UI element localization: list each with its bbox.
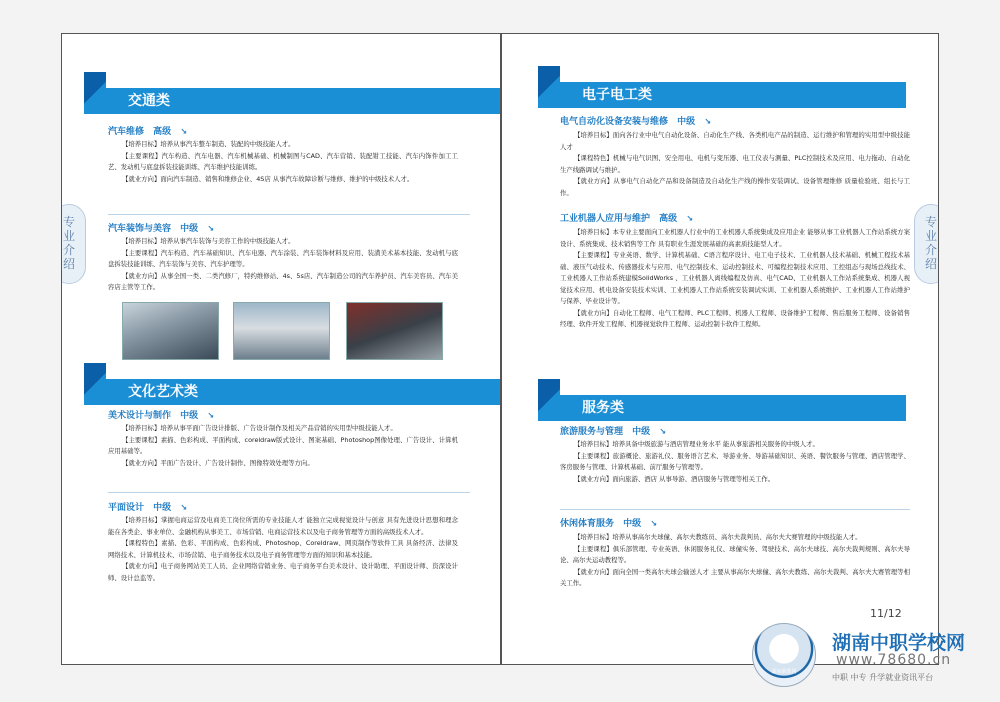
program-title-art-design: 美术设计与制作 中级 ↘	[108, 411, 215, 421]
arrow-icon: ↘	[180, 503, 188, 512]
arrow-icon: ↘	[686, 214, 694, 223]
divider	[108, 492, 470, 493]
car-assembly-photo	[233, 302, 330, 360]
program-desc-industrial-robot: 【培养目标】本专业主要面向工业机器人行业中的工业机器人系统集成及应用企业 能够从事工业机器人工作站系统方案设计、系统集成、技术销售等工作 具有职业生涯发展基础的高素质技能型人才。 【主要课程】专业英语、数学、计算机基础、C语言程序设计、电工电子技术、工业机器人技术基础、机械工程技术基础、液压气动技术、传感器技术与应用、电气控制技术、运动控制技术、可编程控制技术应用、工控组态与现场总线技术、工业机器人工作站系统建模SolidWorks 、工业机器人离线编程及仿真、电气CAD、工业机器人工作站系统集成、机器人视觉技术应用、机电设备安装技术实训、工业机器人工作站系统安装调试实训、工业机器人系统维护、工业机器人工作站维护与保养、毕业设计等。 【就业方向】自动化工程师、电气工程师、PLC工程师、机器人工程师、设备维护工程师、售后服务工程师、设备销售经理、软件开发工程师、机器视觉软件工程师、运动控制卡软件工程师。	[560, 228, 910, 328]
arrow-icon: ↘	[704, 117, 712, 126]
banner-corner-icon	[538, 379, 560, 421]
program-desc-tourism: 【培养目标】培养具备中级旅游与酒店管理业务水平 能从事旅游相关服务的中级人才。 【主要课程】旅游概论、旅游礼仪、服务语言艺术、导游业务、导游基础知识、英语、餐饮服务与管理、酒店管理学、客房服务与管理、计算机基础、前厅服务与管理等。 【就业方向】面向旅游、酒店 从事导游、酒店服务与管理等相关工作。	[560, 440, 910, 483]
section-title: 电子电工类	[582, 87, 652, 103]
section-banner-transport	[84, 88, 500, 114]
program-title-tourism: 旅游服务与管理 中级 ↘	[560, 427, 667, 437]
section-title: 交通类	[128, 93, 170, 109]
site-slogan: 中职 中专 升学就业资讯平台	[832, 673, 934, 682]
arrow-icon: ↘	[207, 224, 215, 233]
section-banner-culture-art	[84, 379, 500, 405]
program-desc-electrical-automation: 【培养目标】面向各行业中电气自动化设备、自动化生产线、各类机电产品的制造、运行维护和管理的实用型中级技能人才 【课程特色】机械与电气识图、安全用电、电机与变压器、电工仪表与测量、PLC控制技术及应用、电力拖动、自动化生产线路调试与维护。 【就业方向】从事电气自动化产品和设备制造及自动化生产线的操作安装调试、设备管理维修 质量检验班、组长与工作。	[560, 131, 910, 197]
section-banner-service	[538, 395, 906, 421]
banner-corner-icon	[538, 66, 560, 108]
page-number: 11/12	[870, 607, 902, 620]
side-tab-label: 专 业 介 绍	[62, 215, 75, 271]
section-title: 服务类	[582, 400, 624, 416]
banner-corner-icon	[84, 363, 106, 405]
section-banner-electrical	[538, 82, 906, 108]
side-tab-label: 专 业 介 绍	[924, 215, 937, 271]
program-desc-auto-repair: 【培养目标】培养从事汽车整车制造、装配的中级技能人才。 【主要课程】汽车构造、汽车电器、汽车机械基础、机械制图与CAD、汽车营销、装配钳工技能、汽车内饰件加工工艺、发动机与底盘拆装技能训练、汽车维护技能训练。 【就业方向】面向汽车制造、销售和维修企业、4S店 从事汽车故障诊断与维修、维护的中级技术人才。	[108, 140, 458, 183]
program-title-leisure-sports: 休闲体育服务 中级 ↘	[560, 519, 658, 529]
program-title-electrical-automation: 电气自动化设备安装与维修 中级 ↘	[560, 117, 712, 127]
program-desc-graphic-design: 【培养目标】掌握电商运营及电商美工岗位所需的专业技能人才 能独立完成视觉设计与创意 具有先进设计思想和理念 能在各类企、事业单位、金融机构从事美工、市场营销、电商运营技术以及电子商务管理等方面的高级技术人才。 【课程特色】素描、色彩、平面构成、色彩构成、Photoshop、Coreldraw、网页制作等软件工具 具备经济、法律及网络技术、计算机技术、市场营销、电子商务技术以及电子商务管理等方面的知识和基本技能。 【就业方向】电子商务网站美工人员、企业网络营销业务、电子商务平台美术设计、设计助理、平面设计师、资深设计师、设计总监等。	[108, 516, 458, 582]
site-logo-badge	[752, 623, 816, 687]
car-workshop-photo	[122, 302, 219, 360]
arrow-icon: ↘	[650, 519, 658, 528]
divider	[560, 509, 910, 510]
side-tab-right	[914, 204, 939, 284]
side-tab-left	[61, 204, 86, 284]
banner-corner-icon	[84, 72, 106, 114]
section-title: 文化艺术类	[128, 384, 198, 400]
arrow-icon: ↘	[207, 411, 215, 420]
program-title-auto-repair: 汽车维修 高级 ↘	[108, 127, 188, 137]
arrow-icon: ↘	[180, 127, 188, 136]
site-name: 湖南中职学校网	[832, 632, 966, 654]
arrow-icon: ↘	[659, 427, 667, 436]
divider	[108, 214, 470, 215]
program-desc-art-design: 【培养目标】培养从事平面广告设计排版、广告设计制作及相关产品营销的实用型中级技能人才。 【主要课程】素描、色彩构成、平面构成、coreldraw版式设计、图案基础、Photoshop图像处理、广告设计、计算机应用基础等。 【就业方向】平面广告设计、广告设计制作、图像特效处理等方向。	[108, 424, 458, 467]
program-desc-auto-decoration: 【培养目标】培养从事汽车装饰与美容工作的中级技能人才。 【主要课程】汽车构造、汽车基础知识、汽车电器、汽车涂装、汽车装饰材料及应用、装潢美术基本技能、发动机与底盘拆装技能训练、汽车装饰与美容、汽车护理等。 【就业方向】从事全国一类、二类汽修厂，特约维修站、4s、5s店、汽车制造公司的汽车养护员、汽车美容员、汽车美容店主管等工作。	[108, 237, 458, 291]
program-title-industrial-robot: 工业机器人应用与维护 高级 ↘	[560, 214, 694, 224]
program-title-auto-decoration: 汽车装饰与美容 中级 ↘	[108, 224, 215, 234]
site-url[interactable]: www.78680.cn	[836, 652, 952, 668]
badge-label: 湖南职教网	[771, 669, 797, 675]
program-title-graphic-design: 平面设计 中级 ↘	[108, 503, 188, 513]
car-engine-photo	[346, 302, 443, 360]
program-desc-leisure-sports: 【培养目标】培养从事高尔夫球僮、高尔夫教练员、高尔夫裁判员、高尔夫大赛管理的中级技能人才。 【主要课程】俱乐部管理、专业英语、休闲服务礼仪、球僮实务、驾驶技术、高尔夫球技、高尔夫裁判规则、高尔夫导论、高尔夫运动教程等。 【就业方向】面向全国一类高尔夫球会输送人才 主要从事高尔夫球僮、高尔夫教练、高尔夫裁判、高尔夫大赛管理等相关工作。	[560, 533, 910, 587]
right-page	[501, 33, 939, 665]
left-page	[61, 33, 501, 665]
